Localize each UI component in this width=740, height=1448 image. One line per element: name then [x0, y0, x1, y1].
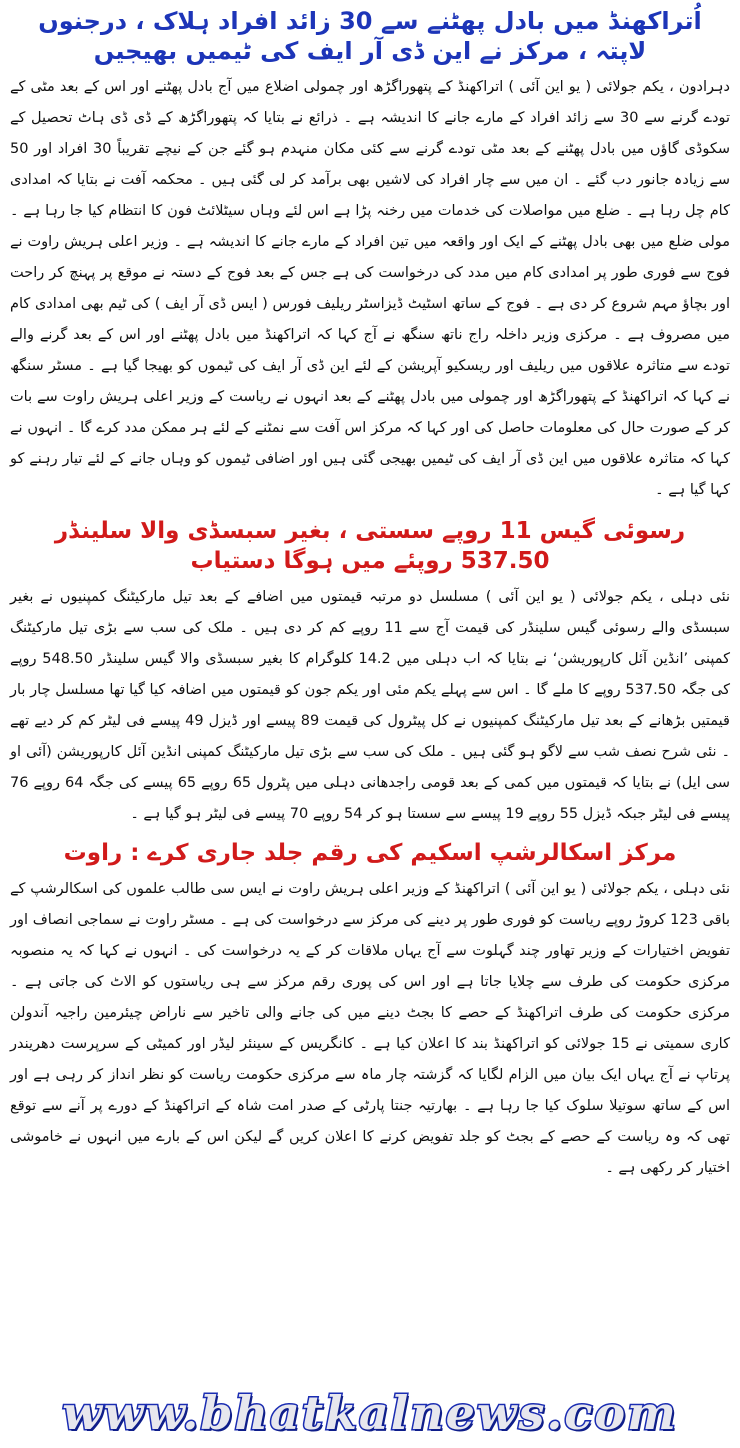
article-headline: رسوئی گیس 11 روپے سستی ، بغیر سبسڈی والا سلینڈر 537.50 روپئے میں ہوگا دستیاب — [54, 518, 686, 574]
article-dehradun-cloudburst — [0, 0, 740, 506]
article-body: نئی دہلی ، یکم جولائی ( یو این آئی ) مسلسل دو مرتبہ قیمتوں میں اضافے کے بعد تیل مارکیٹنگ کمپنیوں نے بغیر سبسڈی والے رسوئی گیس سلینڈر کی قیمت آج سے 11 روپے کم کر دی ہیں ۔ ملک کی سب سے بڑی تیل مارکیٹنگ کمپنی ’انڈین آئل کارپوریشن‘ نے بتایا کہ اب دہلی میں 14.2 کلوگرام کا بغیر سبسڈی والا گیس سلینڈر 548.50 روپے کی جگہ 537.50 روپے کا ملے گا ۔ اس سے پہلے یکم مئی اور یکم جون کو قیمتوں میں اضافہ کیا گیا تھا مسلسل چار بار قیمتیں بڑھانے کے بعد تیل مارکیٹنگ کمپنیوں نے کل پیٹرول کی قیمت 89 پیسے اور ڈیزل 49 پیسے فی لیٹر کم کر دیے تھے ۔ نئی شرح نصف شب سے لاگو ہو گئی ہیں ۔ ملک کی سب سے بڑی تیل مارکیٹنگ کمپنی انڈین آئل کارپوریشن (آئی او سی ایل) نے بتایا کہ قیمتوں میں کمی کے بعد قومی راجدھانی دہلی میں پٹرول 65 روپے 65 پیسے کی جگہ 64 روپے 76 پیسے فی لیٹر جبکہ ڈیزل 55 روپے 19 پیسے سے سستا ہو کر 54 روپے 70 پیسے فی لیٹر ہو گیا ہے ۔ — [10, 589, 731, 822]
article-headline: اُتراکھنڈ میں بادل پھٹنے سے 30 زائد افراد ہلاک ، درجنوں لاپتہ ، مرکز نے این ڈی آر ایف کی ٹیمیں بھیجیں — [38, 7, 702, 65]
article-headline: مرکز اسکالرشپ اسکیم کی رقم جلد جاری کرے : راوت — [63, 840, 677, 866]
site-watermark — [0, 1378, 740, 1448]
article-body: دہرادون ، یکم جولائی ( یو این آئی ) اتراکھنڈ کے پتھوراگڑھ اور چمولی اضلاع میں آج بادل پھٹنے اور اس کے بعد مٹی کے تودے گرنے سے 30 سے زائد افراد کے مارے جانے کا اندیشہ ہے ۔ ذرائع نے بتایا کہ پتھوراگڑھ کے ڈی ڈی ہاٹ تحصیل کے سکوڈی گاؤں میں بادل پھٹنے کے بعد مٹی تودے گرنے سے کئی مکان منہدم ہو گئے جن کے نیچے تقریباً 30 افراد اور 50 سے زیادہ جانور دب گئے ۔ ان میں سے چار افراد کی لاشیں بھی برآمد کر لی گئی ہیں ۔ محکمہ آفت نے بتایا کہ امدادی کام چل رہا ہے ۔ ضلع میں مواصلات کی خدمات میں رخنہ پڑا ہے اس لئے وہاں سیٹلائٹ فون کا انتظام کیا جا رہا ہے ۔ مولی ضلع میں بھی بادل پھٹنے کے ایک اور واقعہ میں تین افراد کے مارے جانے کا اندیشہ ہے ۔ وزیر اعلی ہریش راوت نے فوج سے فوری طور پر امدادی کام میں مدد کی درخواست کی ہے جس کے بعد فوج کے دستہ نے موقع پر پہنچ کر راحت اور بچاؤ مہم شروع کر دی ہے ۔ فوج کے ساتھ اسٹیٹ ڈیزاسٹر ریلیف فورس ( ایس ڈی آر ایف ) کی ٹیم بھی امدادی کام میں مصروف ہے ۔ مرکزی وزیر داخلہ راج ناتھ سنگھ نے آج کہا کہ اتراکھنڈ میں بادل پھٹنے اور اس کے بعد گرنے والے تودے سے متاثرہ علاقوں میں ریلیف اور ریسکیو آپریشن کے لئے این ڈی آر ایف کی ٹیموں کو بھیجا گیا ہے ۔ مسٹر سنگھ نے کہا کہ اتراکھنڈ کے پتھوراگڑھ اور چمولی میں بادل پھٹنے کے بعد انہوں نے ریاست کے وزیر اعلی ہریش راوت سے بات کر کے صورت حال کی معلومات حاصل کی اور کہا کہ مرکز اس آفت سے نمٹنے کے لئے ہر ممکن مدد کرے گا ۔ انہوں نے کہا کہ متاثرہ علاقوں میں این ڈی آر ایف کی ٹیمیں بھیجی گئی ہیں اور اضافی ٹیموں کو وہاں جانے کے لئے تیار رہنے کو کہا گیا ہے ۔ — [10, 79, 730, 498]
article-scholarship — [0, 838, 740, 1184]
article-body: نئی دہلی ، یکم جولائی ( یو این آئی ) اتراکھنڈ کے وزیر اعلی ہریش راوت نے ایس سی طالب علموں کی اسکالرشپ کے باقی 123 کروڑ روپے ریاست کو فوری طور پر دینے کی مرکز سے درخواست کی ہے ۔ مسٹر راوت نے سماجی انصاف اور تفویض اختیارات کے وزیر تھاور چند گہلوت سے آج یہاں ملاقات کر کے یہ درخواست کی ۔ انہوں نے کہا کہ یہ منصوبہ مرکزی حکومت کی طرف سے چلایا جاتا ہے اور اس کی پوری رقم مرکز سے ہی ریاستوں کو الاٹ کی جاتی ہے ۔ مرکزی حکومت کی طرف اتراکھنڈ کے حصے کا بجٹ دینے میں کی جانے والی تاخیر سے ناراض چیئرمین راجیہ آندولن کاری سمیتی نے 15 جولائی کو اتراکھنڈ بند کا اعلان کیا ہے ۔ کانگریس کے سینئر لیڈر اور کمیٹی کے سرپرست دھریندر پرتاپ نے آج یہاں ایک بیان میں الزام لگایا کہ گزشتہ چار ماہ سے مرکزی حکومت ریاست کو نظر انداز کر رہی ہے اور اس کے ساتھ سوتیلا سلوک کیا جا رہا ہے ۔ بھارتیہ جنتا پارٹی کے صدر امت شاہ کے اتراکھنڈ کے دورے پر آنے سے توقع تھی کہ وہ ریاست کے حصے کے بجٹ کو جلد تفویض کرنے کا اعلان کریں گے لیکن اس کے بارے میں انہوں نے خاموشی اختیار کر رکھی ہے ۔ — [10, 881, 730, 1176]
website-url: www.bhatkalnews.com — [62, 1386, 678, 1440]
article-lpg-price — [0, 516, 740, 830]
